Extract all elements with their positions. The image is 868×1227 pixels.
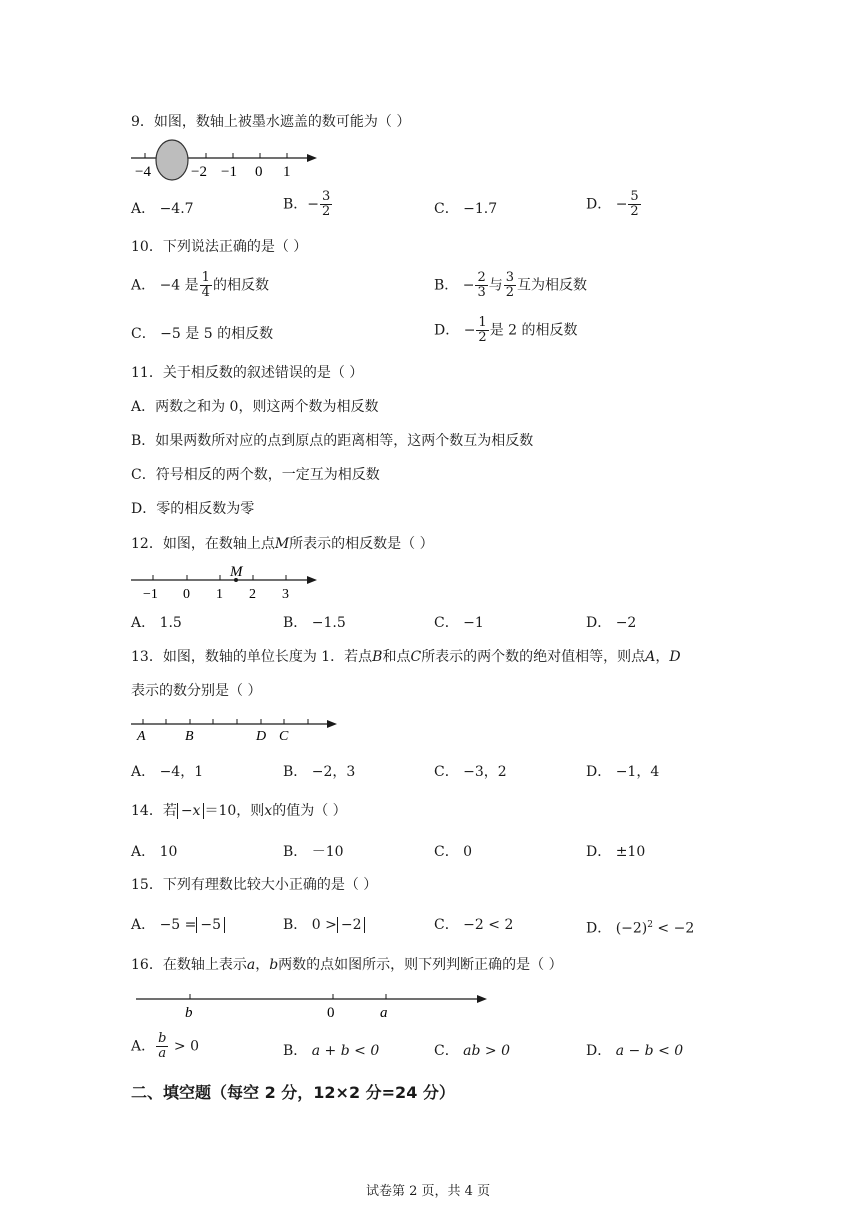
q13-option-d[interactable]: D． −1，4 [586, 764, 660, 780]
q14-option-a[interactable]: A． 10 [131, 844, 178, 860]
q16-option-c[interactable]: C． ab > 0 [434, 1043, 511, 1059]
q14-option-d[interactable]: D． ±10 [586, 844, 646, 860]
axis-label: 0 [255, 164, 263, 180]
q12-option-b[interactable]: B． −1.5 [283, 615, 346, 631]
q14-option-c[interactable]: C． 0 [434, 844, 473, 860]
q9-stem: 9．如图，数轴上被墨水遮盖的数可能为（ ） [131, 114, 411, 130]
q11-option-c[interactable]: C．符号相反的两个数，一定互为相反数 [131, 467, 380, 483]
q13-option-b[interactable]: B． −2，3 [283, 764, 356, 780]
origin-label: 0 [327, 1005, 335, 1021]
point-m-label: M [230, 564, 243, 580]
q9-option-b[interactable]: B．− $\frac{3}{2}$ [283, 189, 331, 219]
q16-stem: 16．在数轴上表示a，b两数的点如图所示，则下列判断正确的是（ ） [131, 957, 563, 973]
q16-option-d[interactable]: D． a − b < 0 [586, 1043, 684, 1059]
page-footer: 试卷第 2 页，共 4 页 [366, 1184, 491, 1199]
axis-label: 1 [283, 164, 291, 180]
q13-number-line [125, 712, 345, 746]
q10-option-c[interactable]: C． −5 是 5 的相反数 [131, 326, 274, 342]
axis-label: 0 [183, 587, 190, 602]
q12-option-c[interactable]: C． −1 [434, 615, 484, 631]
q14-option-b[interactable]: B． －10 [283, 844, 344, 860]
point-b-label: b [185, 1005, 193, 1021]
q13-option-c[interactable]: C． −3，2 [434, 764, 507, 780]
q15-stem: 15．下列有理数比较大小正确的是（ ） [131, 877, 378, 893]
q9-option-a[interactable]: A． −4.7 [131, 201, 194, 217]
q14-stem: 14．若 −x ＝10，则x的值为（ ） [131, 803, 347, 819]
q13-stem-line1: 13．如图，数轴的单位长度为 1．若点B和点C所表示的两个数的绝对值相等，则点A，D [131, 649, 681, 665]
q15-option-d[interactable]: D． $(-2)^2 < -2$ [586, 920, 695, 937]
q9-option-d[interactable]: D． − $\frac{5}{2}$ [586, 189, 639, 219]
q12-option-d[interactable]: D． −2 [586, 615, 637, 631]
point-a-label: A [137, 729, 146, 744]
q12-option-a[interactable]: A． 1.5 [131, 615, 182, 631]
q15-option-c[interactable]: C． −2 < 2 [434, 917, 514, 933]
axis-label: 2 [249, 587, 256, 602]
q15-option-b[interactable]: B． 0 > −2 [283, 916, 365, 934]
point-a-label: a [380, 1005, 388, 1021]
axis-label: −2 [191, 164, 207, 180]
q10-option-d[interactable]: D． − $\frac{1}{2}$ 是 2 的相反数 [434, 315, 578, 345]
q11-option-b[interactable]: B．如果两数所对应的点到原点的距离相等，这两个数互为相反数 [131, 433, 534, 449]
point-b-label: B [185, 729, 194, 744]
q11-option-a[interactable]: A．两数之和为 0，则这两个数为相反数 [131, 399, 379, 415]
q16-option-b[interactable]: B． a + b < 0 [283, 1043, 380, 1059]
point-d-label: D [256, 729, 267, 744]
axis-label: −4 [135, 164, 151, 180]
q13-option-a[interactable]: A． −4，1 [131, 764, 204, 780]
q11-stem: 11．关于相反数的叙述错误的是（ ） [131, 365, 364, 381]
axis-label: −1 [221, 164, 237, 180]
point-c-label: C [279, 729, 289, 744]
q9-number-line [125, 136, 325, 184]
q15-option-a[interactable]: A． −5 = −5 [131, 916, 225, 934]
axis-label: 1 [216, 587, 223, 602]
q16-number-line [130, 986, 500, 1022]
q11-option-d[interactable]: D．零的相反数为零 [131, 501, 255, 517]
q9-option-c[interactable]: C． −1.7 [434, 201, 498, 217]
q12-number-line [125, 560, 325, 602]
q16-option-a[interactable]: A． $\frac{b}{a}$ > 0 [131, 1031, 199, 1061]
q13-stem-line2: 表示的数分别是（ ） [131, 683, 262, 699]
q10-stem: 10．下列说法正确的是（ ） [131, 239, 308, 255]
q12-stem: 12．如图，在数轴上点M所表示的相反数是（ ） [131, 536, 434, 552]
axis-label: −1 [143, 587, 158, 602]
section-heading: 二、填空题（每空 2 分，12×2 分=24 分） [131, 1083, 455, 1102]
axis-label: 3 [282, 587, 289, 602]
q10-option-a[interactable]: A． −4 是 $\frac{1}{4}$ 的相反数 [131, 270, 269, 300]
q10-option-b[interactable]: B． − $\frac{2}{3}$ 与 $\frac{3}{2}$ 互为相反数 [434, 270, 588, 300]
ink-blot [156, 140, 188, 180]
